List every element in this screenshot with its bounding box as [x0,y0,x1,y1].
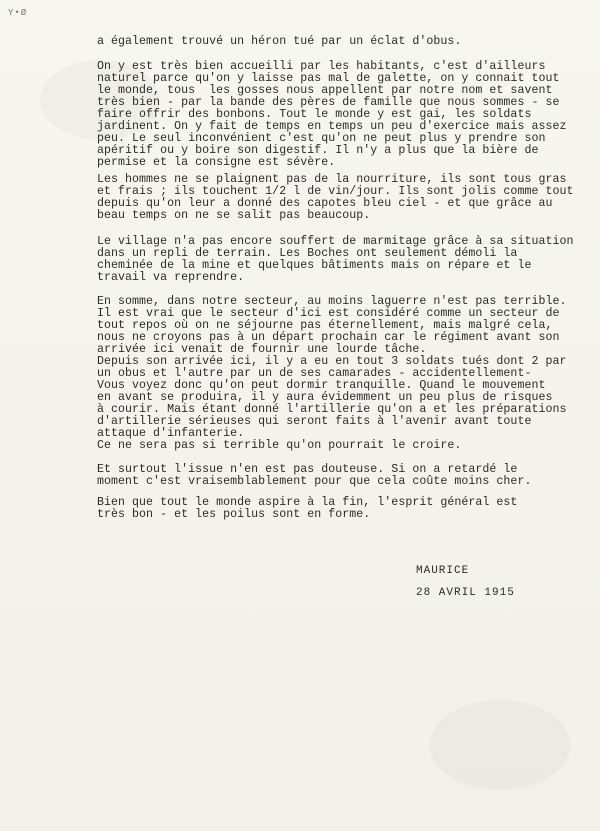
letter-line: Le village n'a pas encore souffert de marmitage grâce à sa situation [97,235,574,248]
signature-date: 28 AVRIL 1915 [416,587,515,599]
corner-mark: Y•Ø [8,8,28,18]
letter-line: le monde, tous les gosses nous appellent par notre nom et savent [97,84,553,97]
letter-line: tout repos où on ne séjourne pas éternellement, mais malgré cela, [97,319,553,332]
signature-name: MAURICE [416,565,470,577]
letter-line: d'artillerie sérieuses qui seront faits à l'avenir avant toute [97,415,532,428]
paper-smudge [430,700,570,790]
letter-line: On y est très bien accueilli par les habitants, c'est d'ailleurs [97,60,546,73]
letter-line: moment c'est vraisemblablement pour que cela coûte moins cher. [97,475,532,488]
letter-line: permise et la consigne est sévère. [97,156,336,169]
letter-line: et frais ; ils touchent 1/2 l de vin/jour. Ils sont jolis comme tout [97,185,574,198]
letter-line: dans un repli de terrain. Les Boches ont seulement démoli la [97,247,518,260]
letter-line: travail va reprendre. [97,271,245,284]
letter-line: Vous voyez donc qu'on peut dormir tranquille. Quand le mouvement [97,379,546,392]
letter-line: peu. Le seul inconvénient c'est qu'on ne peut plus y prendre son [97,132,546,145]
letter-line: à courir. Mais étant donné l'artillerie qu'on a et les préparations [97,403,567,416]
letter-line: cheminée de la mine et quelques bâtiments mais on répare et le [97,259,532,272]
letter-line: beau temps on ne se salit pas beaucoup. [97,209,371,222]
letter-line: nous ne croyons pas à un départ prochain car le régiment avant son [97,331,560,344]
letter-line: très bon - et les poilus sont en forme. [97,508,371,521]
letter-line: depuis qu'on leur a donné des capotes bleu ciel - et que grâce au [97,197,553,210]
letter-line: Il est vrai que le secteur d'ici est considéré comme un secteur de [97,307,560,320]
letter-line: Depuis son arrivée ici, il y a eu en tout 3 soldats tués dont 2 par [97,355,567,368]
letter-line: Ce ne sera pas si terrible qu'on pourrait le croire. [97,439,462,452]
letter-line: attaque d'infanterie. [97,427,245,440]
letter-line: En somme, dans notre secteur, au moins laguerre n'est pas terrible. [97,295,567,308]
letter-line: un obus et l'autre par un de ses camarades - accidentellement- [97,367,532,380]
letter-line: apéritif ou y boire son digestif. Il n'y a plus que la bière de [97,144,539,157]
letter-line: jardinent. On y fait de temps en temps un peu d'exercice mais assez [97,120,567,133]
letter-line: naturel parce qu'on y laisse pas mal de galette, on y connait tout [97,72,560,85]
letter-line: Les hommes ne se plaignent pas de la nourriture, ils sont tous gras [97,173,567,186]
letter-line: Bien que tout le monde aspire à la fin, l'esprit général est [97,496,518,509]
letter-line: Et surtout l'issue n'en est pas douteuse. Si on a retardé le [97,463,518,476]
letter-line: arrivée ici venait de fournir une lourde tâche. [97,343,427,356]
letter-line: a également trouvé un héron tué par un éclat d'obus. [97,35,462,48]
letter-line: faire offrir des bonbons. Tout le monde y est gai, les soldats [97,108,532,121]
letter-line: très bien - par la bande des pères de famille que nous sommes - se [97,96,560,109]
letter-line: en avant se produira, il y aura évidemment un peu plus de risques [97,391,553,404]
